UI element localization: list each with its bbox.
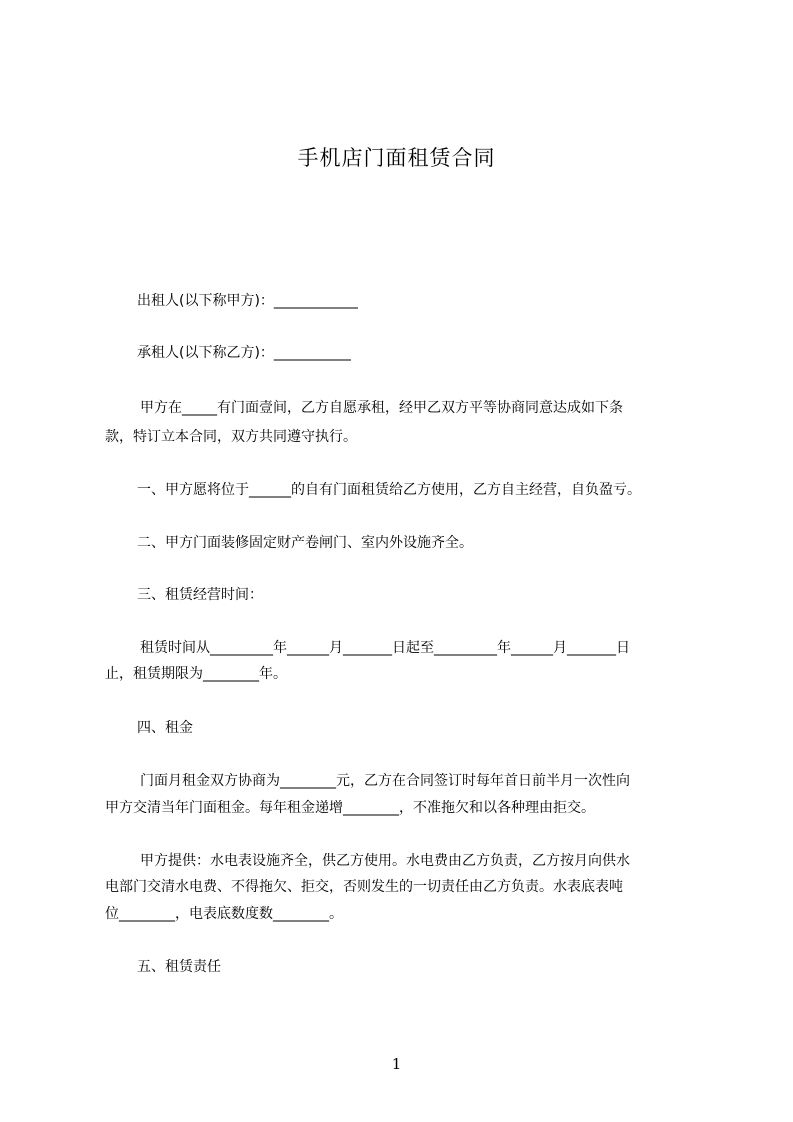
lessee-line: 承租人(以下称乙方)：___________ bbox=[137, 345, 351, 361]
utilities-line-3: 位________，电表底数度数________。 bbox=[105, 906, 343, 922]
utilities-line-1: 甲方提供：水电表设施齐全，供乙方使用。水电费由乙方负责，乙方按月向供水 bbox=[140, 853, 630, 869]
rent-line-2: 甲方交清当年门面租金。每年租金递增________，不准拖欠和以各种理由拒交。 bbox=[105, 800, 595, 816]
lessor-line: 出租人(以下称甲方)：____________ bbox=[137, 293, 358, 309]
lease-period-line-1: 租赁时间从_________年______月_______日起至_________年______月_______日 bbox=[140, 640, 630, 656]
rent-line-1: 门面月租金双方协商为________元，乙方在合同签订时每年首日前半月一次性向 bbox=[140, 773, 630, 789]
utilities-line-2: 电部门交清水电费、不得拖欠、拒交，否则发生的一切责任由乙方负责。水表底表吨 bbox=[105, 879, 623, 895]
clause-5-heading: 五、租赁责任 bbox=[137, 959, 221, 975]
intro-line-1: 甲方在_____有门面壹间，乙方自愿承租，经甲乙双方平等协商同意达成如下条 bbox=[140, 400, 623, 416]
document-title: 手机店门面租赁合同 bbox=[297, 146, 496, 170]
clause-2: 二、甲方门面装修固定财产卷闸门、室内外设施齐全。 bbox=[137, 535, 473, 551]
lease-period-line-2: 止，租赁期限为________年。 bbox=[105, 666, 287, 682]
intro-line-2: 款，特订立本合同，双方共同遵守执行。 bbox=[105, 429, 357, 445]
clause-3-heading: 三、租赁经营时间： bbox=[137, 587, 263, 603]
page-number: 1 bbox=[391, 1055, 402, 1073]
clause-1: 一、甲方愿将位于______的自有门面租赁给乙方使用，乙方自主经营，自负盈亏。 bbox=[137, 482, 641, 498]
clause-4-heading: 四、租金 bbox=[137, 720, 193, 736]
